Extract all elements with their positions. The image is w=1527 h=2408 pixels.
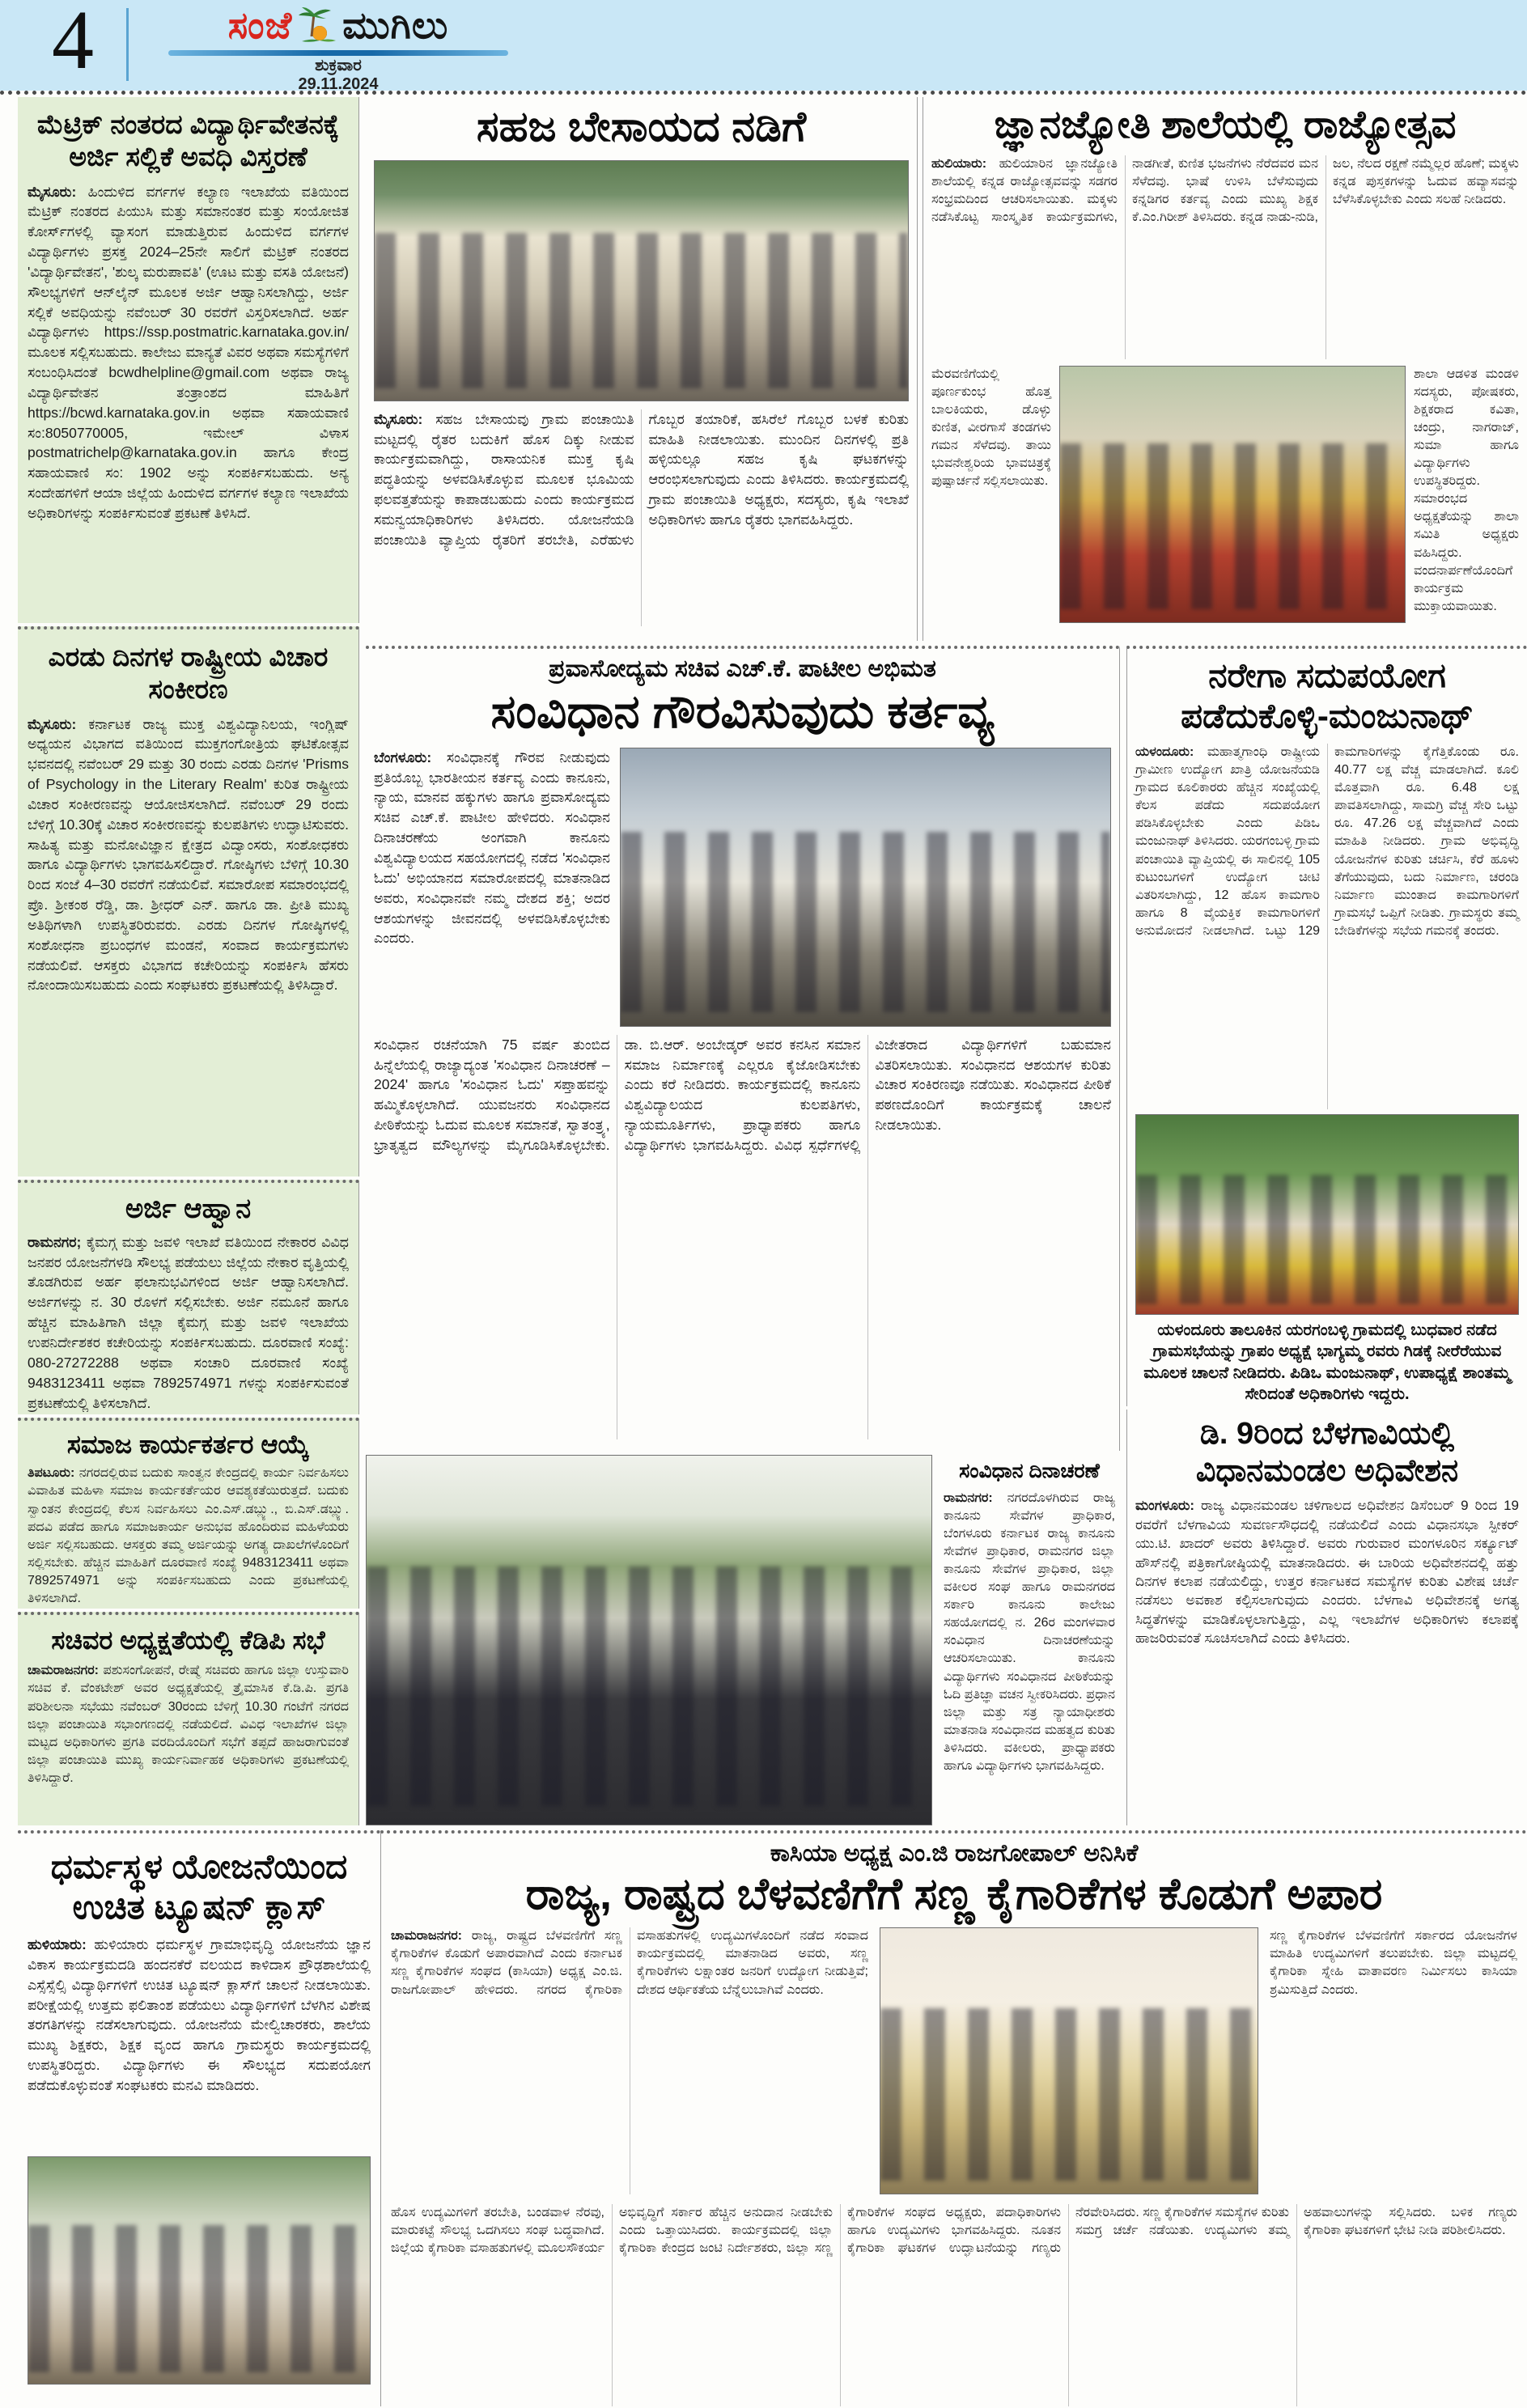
article-gourava-dateline: ಬೆಂಗಳೂರು:	[374, 748, 432, 765]
article-rajyotsava-dateline: ಹುಲಿಯಾರು:	[931, 156, 987, 171]
article-postmatric-headline: ಮೆಟ್ರಿಕ್ ನಂತರದ ವಿದ್ಯಾರ್ಥಿವೇತನಕ್ಕೆ ಅರ್ಜಿ ಸಲ್ಲಿಕೆ ಅವಧಿ ವಿಸ್ತರಣೆ	[36, 109, 340, 172]
masthead-date: 29.11.2024	[298, 75, 379, 91]
masthead-divider	[126, 8, 129, 81]
article-rajyotsava-headline: ಜ್ಞಾನಜ್ಯೋತಿ ಶಾಲೆಯಲ್ಲಿ ರಾಜ್ಯೋತ್ಸವ	[994, 104, 1457, 146]
article-samaja	[18, 1418, 359, 1609]
photo-gramasabha	[1135, 1114, 1519, 1315]
article-gourava-headline: ಸಂವಿಧಾನ ಗೌರವಿಸುವುದು ಕರ್ತವ್ಯ	[490, 685, 995, 738]
article-kasia-dateline: ಚಾಮರಾಜನಗರ:	[391, 1929, 463, 1944]
article-kasia-kicker: ಕಾಸಿಯಾ ಅಧ್ಯಕ್ಷ ಎಂ.ಜಿ ರಾಜಗೋಪಾಲ್ ಅನಿಸಿಕೆ	[770, 1840, 1139, 1867]
article-gourava-body1: ಸಂವಿಧಾನಕ್ಕೆ ಗೌರವ ನೀಡುವುದು ಪ್ರತಿಯೊಬ್ಬ ಭಾರತೀಯನ ಕರ್ತವ್ಯ ಎಂದು ಕಾನೂನು, ನ್ಯಾಯ, ಮಾನವ ಹಕ್ಕುಗಳು ಹಾಗೂ ಪ್ರವಾಸೋದ್ಯಮ ಸಚಿವ ಎಚ್.ಕೆ. ಪಾಟೀಲ ಹೇಳಿದರು. ಸಂವಿಧಾನ ದಿನಾಚರಣೆಯ ಅಂಗವಾಗಿ ಕಾನೂನು ವಿಶ್ವವಿದ್ಯಾಲಯದ ಸಹಯೋಗದಲ್ಲಿ ನಡೆದ 'ಸಂವಿಧಾನ ಓದು' ಅಭಿಯಾನದ ಸಮಾರೋಪದಲ್ಲಿ ಮಾತನಾಡಿದ ಅವರು, ಸಂವಿಧಾನವೇ ನಮ್ಮ ದೇಶದ ಶಕ್ತಿ; ಅದರ ಆಶಯಗಳನ್ನು ಜೀವನದಲ್ಲಿ ಅಳವಡಿಸಿಕೊಳ್ಳಬೇಕು ಎಂದರು.	[374, 748, 610, 947]
article-seminar-dateline: ಮೈಸೂರು:	[28, 715, 77, 732]
article-samaja-dateline: ತಿಪಟೂರು:	[28, 1466, 75, 1481]
article-dinacharane-headline: ಸಂವಿಧಾನ ದಿನಾಚರಣೆ	[959, 1460, 1100, 1482]
photo-tuition-class	[28, 2156, 371, 2385]
article-seminar-headline: ಎರಡು ದಿನಗಳ ರಾಷ್ಟ್ರೀಯ ವಿಚಾರ ಸಂಕೀರಣ	[48, 642, 329, 705]
article-arji-body: ಕೈಮಗ್ಗ ಮತ್ತು ಜವಳಿ ಇಲಾಖೆ ವತಿಯಿಂದ ನೇಕಾರರ ವಿವಿಧ ಜನಪರ ಯೋಜನೆಗಳಡಿ ಸೌಲಭ್ಯ ಪಡೆಯಲು ಜಿಲ್ಲೆಯ ನೇಕಾರ ವೃತ್ತಿಯಲ್ಲಿ ತೊಡಗಿರುವ ಅರ್ಹ ಫಲಾನುಭವಿಗಳಿಂದ ಅರ್ಜಿ ಆಹ್ವಾನಿಸಲಾಗಿದೆ. ಅರ್ಜಿಗಳನ್ನು ನ. 30 ರೊಳಗೆ ಸಲ್ಲಿಸಬೇಕು. ಅರ್ಜಿ ನಮೂನೆ ಹಾಗೂ ಹೆಚ್ಚಿನ ಮಾಹಿತಿಗಾಗಿ ಜಿಲ್ಲಾ ಕೈಮಗ್ಗ ಮತ್ತು ಜವಳಿ ಇಲಾಖೆಯ ಉಪನಿರ್ದೇಶಕರ ಕಚೇರಿಯನ್ನು ಸಂಪರ್ಕಿಸಬಹುದು. ದೂರವಾಣಿ ಸಂಖ್ಯೆ: 080-27272288 ಅಥವಾ ಸಂಚಾರಿ ದೂರವಾಣಿ ಸಂಖ್ಯೆ 9483123411 ಅಥವಾ 7892574971 ಗಳನ್ನು ಸಂಪರ್ಕಿಸುವಂತೆ ಪ್ರಕಟಣೆಯಲ್ಲಿ ತಿಳಿಸಲಾಗಿದೆ.	[28, 1233, 349, 1411]
article-postmatric-body: ಹಿಂದುಳಿದ ವರ್ಗಗಳ ಕಲ್ಯಾಣ ಇಲಾಖೆಯ ವತಿಯಿಂದ ಮೆಟ್ರಿಕ್ ನಂತರದ ಪಿಯುಸಿ ಮತ್ತು ಸಮಾನಂತರ ಮತ್ತು ಸಂಯೋಜಿತ ಕೋರ್ಸ್‌ಗಳಲ್ಲಿ ವ್ಯಾಸಂಗ ಮಾಡುತ್ತಿರುವ ಹಿಂದುಳಿದ ವರ್ಗಗಳ ವಿದ್ಯಾರ್ಥಿಗಳು ಪ್ರಸಕ್ತ 2024–25ನೇ ಸಾಲಿಗೆ ಮೆಟ್ರಿಕ್ ನಂತರದ 'ವಿದ್ಯಾರ್ಥಿವೇತನ', 'ಶುಲ್ಕ ಮರುಪಾವತಿ' (ಊಟ ಮತ್ತು ವಸತಿ ಯೋಜನೆ) ಸೌಲಭ್ಯಗಳಿಗೆ ಆನ್‌ಲೈನ್ ಮೂಲಕ ಅರ್ಜಿ ಆಹ್ವಾನಿಸಲಾಗಿದ್ದು, ಅರ್ಜಿ ಸಲ್ಲಿಕೆ ಅವಧಿಯನ್ನು ನವೆಂಬರ್ 30 ರವರೆಗೆ ವಿಸ್ತರಿಸಲಾಗಿದೆ. ಅರ್ಹ ವಿದ್ಯಾರ್ಥಿಗಳು https://ssp.postmatric.karnataka.gov.in/ ಮೂಲಕ ಸಲ್ಲಿಸಬಹುದು. ಕಾಲೇಜು ಮಾನ್ಯತೆ ವಿವರ ಅಥವಾ ಸಮಸ್ಯೆಗಳಿಗೆ ಸಂಬಂಧಿಸಿದಂತೆ bcwdhelpline@gmail.com ಅಥವಾ ರಾಜ್ಯ ವಿದ್ಯಾರ್ಥಿವೇತನ ತಂತ್ರಾಂಶದ ಮಾಹಿತಿಗೆ https://bcwd.karnataka.gov.in ಅಥವಾ ಸಹಾಯವಾಣಿ ಸಂ:8050770005, ಇಮೇಲ್ ವಿಳಾಸ postmatrichelp@karnataka.gov.in ಹಾಗೂ ಕೇಂದ್ರ ಸಹಾಯವಾಣಿ ಸಂ: 1902 ಅನ್ನು ಸಂಪರ್ಕಿಸಬಹುದು. ಅನ್ಯ ಸಂದೇಹಗಳಿಗೆ ಆಯಾ ಜಿಲ್ಲೆಯ ಹಿಂದುಳಿದ ವರ್ಗಗಳ ಕಲ್ಯಾಣ ಇಲಾಖೆಯ ಅಧಿಕಾರಿಗಳನ್ನು ಸಂಪರ್ಕಿಸುವಂತೆ ಪ್ರಕಟಣೆ ತಿಳಿಸಿದೆ.	[28, 183, 349, 521]
photo-gramasabha-caption: ಯಳಂದೂರು ತಾಲೂಕಿನ ಯರಗಂಬಳ್ಳಿ ಗ್ರಾಮದಲ್ಲಿ ಬುಧವಾರ ನಡೆದ ಗ್ರಾಮಸಭೆಯನ್ನು ಗ್ರಾಪಂ ಅಧ್ಯಕ್ಷೆ ಭಾಗ್ಯಮ್ಮ ರವರು ಗಿಡಕ್ಕೆ ನೀರೆರೆಯುವ ಮೂಲಕ ಚಾಲನೆ ನೀಡಿದರು. ಪಿಡಿಒ ಮಂಜುನಾಥ್, ಉಪಾಧ್ಯಕ್ಷೆ ಶಾಂತಮ್ಮ ಸೇರಿದಂತೆ ಅಧಿಕಾರಿಗಳು ಇದ್ದರು.	[1143, 1321, 1511, 1404]
photo-kasia-ribbon-cutting	[880, 1927, 1258, 2194]
article-adhiveshana-body: ರಾಜ್ಯ ವಿಧಾನಮಂಡಲ ಚಳಿಗಾಲದ ಅಧಿವೇಶನ ಡಿಸೆಂಬರ್ 9 ರಿಂದ 19 ರವರೆಗೆ ಬೆಳಗಾವಿಯ ಸುವರ್ಣಸೌಧದಲ್ಲಿ ನಡೆಯಲಿದೆ ಎಂದು ವಿಧಾನಸಭಾ ಸ್ಪೀಕರ್ ಯು.ಟಿ. ಖಾದರ್ ಅವರು ತಿಳಿಸಿದ್ದಾರೆ. ಅವರು ಗುರುವಾರ ಮಂಗಳೂರಿನ ಸರ್ಕ್ಯೂಟ್ ಹೌಸ್‌ನಲ್ಲಿ ಪತ್ರಿಕಾಗೋಷ್ಠಿಯಲ್ಲಿ ಮಾತನಾಡಿದರು. ಈ ಬಾರಿಯ ಅಧಿವೇಶನದಲ್ಲಿ ಹತ್ತು ದಿನಗಳ ಕಲಾಪ ನಡೆಯಲಿದ್ದು, ಉತ್ತರ ಕರ್ನಾಟಕದ ಸಮಸ್ಯೆಗಳ ಕುರಿತು ವಿಶೇಷ ಚರ್ಚೆ ನಡೆಸಲು ಅವಕಾಶ ಕಲ್ಪಿಸಲಾಗುವುದು ಎಂದರು. ಬೆಳಗಾವಿ ಅಧಿವೇಶನಕ್ಕೆ ಅಗತ್ಯ ಸಿದ್ಧತೆಗಳನ್ನು ಮಾಡಿಕೊಳ್ಳಲಾಗುತ್ತಿದ್ದು, ಎಲ್ಲ ಇಲಾಖೆಗಳ ಅಧಿಕಾರಿಗಳು ಕಲಾಪಕ್ಕೆ ಹಾಜರಿರುವಂತೆ ಸೂಚಿಸಲಾಗಿದೆ ಎಂದು ತಿಳಿಸಿದರು.	[1135, 1498, 1519, 1647]
article-kasia-headline: ರಾಜ್ಯ, ರಾಷ್ಟ್ರದ ಬೆಳವಣಿಗೆಗೆ ಸಣ್ಣ ಕೈಗಾರಿಕೆಗಳ ಕೊಡುಗೆ ಅಪಾರ	[525, 1870, 1383, 1918]
article-kdp	[18, 1612, 359, 1825]
article-tuition-dateline: ಹುಳಿಯಾರು:	[28, 1936, 87, 1953]
article-adhiveshana-headline: ಡಿ. 9ರಿಂದ ಬೆಳಗಾವಿಯಲ್ಲಿ ವಿಧಾನಮಂಡಲ ಅಧಿವೇಶನ	[1195, 1417, 1459, 1488]
article-kasia	[380, 1830, 1527, 2406]
article-narega-dateline: ಯಳಂದೂರು:	[1135, 745, 1194, 760]
article-dinacharane-dateline: ರಾಮನಗರ:	[944, 1490, 993, 1505]
article-arji-dateline: ರಾಮನಗರ;	[28, 1233, 82, 1250]
article-arji	[18, 1180, 359, 1414]
article-kasia-body-left: ರಾಜ್ಯ, ರಾಷ್ಟ್ರದ ಬೆಳವಣಿಗೆಗೆ ಸಣ್ಣ ಕೈಗಾರಿಕೆಗಳ ಕೊಡುಗೆ ಅಪಾರವಾಗಿದೆ ಎಂದು ಕರ್ನಾಟಕ ಸಣ್ಣ ಕೈಗಾರಿಕೆಗಳ ಸಂಘದ (ಕಾಸಿಯಾ) ಅಧ್ಯಕ್ಷ ಎಂ.ಜಿ. ರಾಜಗೋಪಾಲ್ ಹೇಳಿದರು. ನಗರದ ಕೈಗಾರಿಕಾ ವಸಾಹತುಗಳಲ್ಲಿ ಉದ್ಯಮಿಗಳೊಂದಿಗೆ ನಡೆದ ಸಂವಾದ ಕಾರ್ಯಕ್ರಮದಲ್ಲಿ ಮಾತನಾಡಿದ ಅವರು, ಸಣ್ಣ ಕೈಗಾರಿಕೆಗಳು ಲಕ್ಷಾಂತರ ಜನರಿಗೆ ಉದ್ಯೋಗ ನೀಡುತ್ತಿವೆ; ದೇಶದ ಆರ್ಥಿಕತೆಯ ಬೆನ್ನೆಲುಬಾಗಿವೆ ಎಂದರು.	[391, 1929, 868, 1997]
article-postmatric	[18, 97, 359, 623]
masthead-dotted-rule	[0, 91, 1527, 95]
article-adhiveshana	[1126, 1410, 1527, 1825]
article-tuition-body: ಹುಳಿಯಾರು ಧರ್ಮಸ್ಥಳ ಗ್ರಾಮಾಭಿವೃದ್ಧಿ ಯೋಜನೆಯ ಜ್ಞಾನ ವಿಕಾಸ ಕಾರ್ಯಕ್ರಮದಡಿ ಹಂದನಕೆರೆ ವಲಯದ ಕಾಳಿದಾಸ ಪ್ರೌಢಶಾಲೆಯಲ್ಲಿ ಎಸ್ಸೆಸ್ಸೆಲ್ಸಿ ವಿದ್ಯಾರ್ಥಿಗಳಿಗೆ ಉಚಿತ ಟ್ಯೂಷನ್ ಕ್ಲಾಸ್‌ಗೆ ಚಾಲನೆ ನೀಡಲಾಯಿತು. ಪರೀಕ್ಷೆಯಲ್ಲಿ ಉತ್ತಮ ಫಲಿತಾಂಶ ಪಡೆಯಲು ವಿದ್ಯಾರ್ಥಿಗಳಿಗೆ ಬೆಳಗಿನ ವಿಶೇಷ ತರಗತಿಗಳನ್ನು ನಡೆಸಲಾಗುವುದು. ಯೋಜನೆಯ ಮೇಲ್ವಿಚಾರಕರು, ಶಾಲೆಯ ಮುಖ್ಯ ಶಿಕ್ಷಕರು, ಶಿಕ್ಷಕ ವೃಂದ ಹಾಗೂ ಗ್ರಾಮಸ್ಥರು ಕಾರ್ಯಕ್ರಮದಲ್ಲಿ ಉಪಸ್ಥಿತರಿದ್ದರು. ವಿದ್ಯಾರ್ಥಿಗಳು ಈ ಸೌಲಭ್ಯದ ಸದುಪಯೋಗ ಪಡೆದುಕೊಳ್ಳುವಂತೆ ಸಂಘಟಕರು ಮನವಿ ಮಾಡಿದರು.	[28, 1936, 371, 2093]
photo-gourava-stage	[620, 748, 1111, 1027]
article-rajyotsava	[923, 97, 1527, 641]
article-rajyotsava-body3: ಶಾಲಾ ಆಡಳಿತ ಮಂಡಳಿ ಸದಸ್ಯರು, ಪೋಷಕರು, ಶಿಕ್ಷಕರಾದ ಕವಿತಾ, ಚಂದ್ರು, ನಾಗರಾಜ್, ಸುಮಾ ಹಾಗೂ ವಿದ್ಯಾರ್ಥಿಗಳು ಉಪಸ್ಥಿತರಿದ್ದರು. ಸಮಾರಂಭದ ಅಧ್ಯಕ್ಷತೆಯನ್ನು ಶಾಲಾ ಸಮಿತಿ ಅಧ್ಯಕ್ಷರು ವಹಿಸಿದ್ದರು. ವಂದನಾರ್ಪಣೆಯೊಂದಿಗೆ ಕಾರ್ಯಕ್ರಮ ಮುಕ್ತಾಯವಾಯಿತು.	[1414, 367, 1519, 613]
article-tuition-headline: ಧರ್ಮಸ್ಥಳ ಯೋಜನೆಯಿಂದ ಉಚಿತ ಟ್ಯೂಷನ್ ಕ್ಲಾಸ್	[50, 1847, 348, 1926]
photo-sahaja-group	[374, 160, 909, 401]
photo-rajyotsava-dancers	[1059, 366, 1406, 623]
article-gourava-body2: ಸಂವಿಧಾನ ರಚನೆಯಾಗಿ 75 ವರ್ಷ ತುಂಬಿದ ಹಿನ್ನೆಲೆಯಲ್ಲಿ ರಾಜ್ಯಾದ್ಯಂತ 'ಸಂವಿಧಾನ ದಿನಾಚರಣೆ – 2024' ಹಾಗೂ 'ಸಂವಿಧಾನ ಓದು' ಸಪ್ತಾಹವನ್ನು ಹಮ್ಮಿಕೊಳ್ಳಲಾಗಿದೆ. ಯುವಜನರು ಸಂವಿಧಾನದ ಪೀಠಿಕೆಯನ್ನು ಓದುವ ಮೂಲಕ ಸಮಾನತೆ, ಸ್ವಾತಂತ್ರ್ಯ, ಭ್ರಾತೃತ್ವದ ಮೌಲ್ಯಗಳನ್ನು ಮೈಗೂಡಿಸಿಕೊಳ್ಳಬೇಕು. ಡಾ. ಬಿ.ಆರ್. ಅಂಬೇಡ್ಕರ್ ಅವರ ಕನಸಿನ ಸಮಾನ ಸಮಾಜ ನಿರ್ಮಾಣಕ್ಕೆ ಎಲ್ಲರೂ ಕೈಜೋಡಿಸಬೇಕು ಎಂದು ಕರೆ ನೀಡಿದರು. ಕಾರ್ಯಕ್ರಮದಲ್ಲಿ ಕಾನೂನು ವಿಶ್ವವಿದ್ಯಾಲಯದ ಕುಲಪತಿಗಳು, ನ್ಯಾಯಮೂರ್ತಿಗಳು, ಪ್ರಾಧ್ಯಾಪಕರು ಹಾಗೂ ವಿದ್ಯಾರ್ಥಿಗಳು ಭಾಗವಹಿಸಿದ್ದರು. ವಿವಿಧ ಸ್ಪರ್ಧೆಗಳಲ್ಲಿ ವಿಜೇತರಾದ ವಿದ್ಯಾರ್ಥಿಗಳಿಗೆ ಬಹುಮಾನ ವಿತರಿಸಲಾಯಿತು. ಸಂವಿಧಾನದ ಆಶಯಗಳ ಕುರಿತು ವಿಚಾರ ಸಂಕಿರಣವೂ ನಡೆಯಿತು. ಸಂವಿಧಾನದ ಪೀಠಿಕೆ ಪಠಣದೊಂದಿಗೆ ಕಾರ್ಯಕ್ರಮಕ್ಕೆ ಚಾಲನೆ ನೀಡಲಾಯಿತು.	[374, 1036, 1111, 1154]
article-kdp-headline: ಸಚಿವರ ಅಧ್ಯಕ್ಷತೆಯಲ್ಲಿ ಕೆಡಿಪಿ ಸಭೆ	[51, 1626, 325, 1655]
article-arji-headline: ಅರ್ಜಿ ಆಹ್ವಾನ	[125, 1193, 252, 1224]
article-seminar-body: ಕರ್ನಾಟಕ ರಾಜ್ಯ ಮುಕ್ತ ವಿಶ್ವವಿದ್ಯಾನಿಲಯ, ಇಂಗ್ಲಿಷ್ ಅಧ್ಯಯನ ವಿಭಾಗದ ವತಿಯಿಂದ ಮುಕ್ತಗಂಗೋತ್ರಿಯ ಘಟಿಕೋತ್ಸವ ಭವನದಲ್ಲಿ ನವೆಂಬರ್ 29 ಮತ್ತು 30 ರಂದು ಎರಡು ದಿನಗಳ 'Prisms of Psychology in the Literary Realm' ಕುರಿತ ರಾಷ್ಟ್ರೀಯ ವಿಚಾರ ಸಂಕೀರಣವನ್ನು ಆಯೋಜಿಸಲಾಗಿದೆ. ನವೆಂಬರ್ 29 ರಂದು ಬೆಳಿಗ್ಗೆ 10.30ಕ್ಕೆ ವಿಚಾರ ಸಂಕೀರಣವನ್ನು ಕುಲಪತಿಗಳು ಉದ್ಘಾಟಿಸುವರು. ಸಾಹಿತ್ಯ ಮತ್ತು ಮನೋವಿಜ್ಞಾನ ಕ್ಷೇತ್ರದ ವಿದ್ವಾಂಸರು, ಸಂಶೋಧಕರು ಹಾಗೂ ವಿದ್ಯಾರ್ಥಿಗಳು ಭಾಗವಹಿಸಲಿದ್ದಾರೆ. ಗೋಷ್ಠಿಗಳು ಬೆಳಿಗ್ಗೆ 10.30 ರಿಂದ ಸಂಜೆ 4–30 ರವರೆಗೆ ನಡೆಯಲಿವೆ. ಸಮಾರೋಪ ಸಮಾರಂಭದಲ್ಲಿ ಪ್ರೊ. ಶ್ರೀಕಂಠ ರೆಡ್ಡಿ, ಡಾ. ಶ್ರೀಧರ್ ಎನ್. ಹಾಗೂ ಡಾ. ಪ್ರೀತಿ ಮುಖ್ಯ ಅತಿಥಿಗಳಾಗಿ ಉಪಸ್ಥಿತರಿರುವರು. ಎರಡು ದಿನಗಳ ಗೋಷ್ಠಿಗಳಲ್ಲಿ ಸಂಶೋಧನಾ ಪ್ರಬಂಧಗಳ ಮಂಡನೆ, ಸಂವಾದ ಕಾರ್ಯಕ್ರಮಗಳು ನಡೆಯಲಿವೆ. ಆಸಕ್ತರು ವಿಭಾಗದ ಕಚೇರಿಯನ್ನು ಸಂಪರ್ಕಿಸಿ ಹೆಸರು ನೋಂದಾಯಿಸಬಹುದು ಎಂದು ಸಂಘಟಕರು ಪ್ರಕಟಣೆಯಲ್ಲಿ ತಿಳಿಸಿದ್ದಾರೆ.	[28, 715, 349, 994]
article-samaja-headline: ಸಮಾಜ ಕಾರ್ಯಕರ್ತರ ಆಯ್ಕೆ	[66, 1430, 310, 1459]
article-gourava-kicker: ಪ್ರವಾಸೋದ್ಯಮ ಸಚಿವ ಎಚ್.ಕೆ. ಪಾಟೀಲ ಅಭಿಮತ	[549, 655, 936, 682]
masthead-title-red: ಸಂಜೆ	[227, 4, 293, 46]
photo-constitution-oath	[366, 1455, 932, 1825]
article-narega-headline: ನರೇಗಾ ಸದುಪಯೋಗ ಪಡೆದುಕೊಳ್ಳಿ-ಮಂಜುನಾಥ್	[1181, 656, 1474, 735]
article-sahaja-body: ಸಹಜ ಬೇಸಾಯವು ಗ್ರಾಮ ಪಂಚಾಯಿತಿ ಮಟ್ಟದಲ್ಲಿ ರೈತರ ಬದುಕಿಗೆ ಹೊಸ ದಿಕ್ಕು ನೀಡುವ ಕಾರ್ಯಕ್ರಮವಾಗಿದ್ದು, ರಾಸಾಯನಿಕ ಮುಕ್ತ ಕೃಷಿ ಪದ್ಧತಿಯನ್ನು ಅಳವಡಿಸಿಕೊಳ್ಳುವ ಮೂಲಕ ಭೂಮಿಯ ಫಲವತ್ತತೆಯನ್ನು ಕಾಪಾಡಬಹುದು ಎಂದು ಕಾರ್ಯಕ್ರಮದ ಸಮನ್ವಯಾಧಿಕಾರಿಗಳು ತಿಳಿಸಿದರು. ಯೋಜನೆಯಡಿ ಪಂಚಾಯಿತಿ ವ್ಯಾಪ್ತಿಯ ರೈತರಿಗೆ ತರಬೇತಿ, ಎರೆಹುಳು ಗೊಬ್ಬರ ತಯಾರಿಕೆ, ಹಸಿರೆಲೆ ಗೊಬ್ಬರ ಬಳಕೆ ಕುರಿತು ಮಾಹಿತಿ ನೀಡಲಾಯಿತು. ಮುಂದಿನ ದಿನಗಳಲ್ಲಿ ಪ್ರತಿ ಹಳ್ಳಿಯಲ್ಲೂ ಸಹಜ ಕೃಷಿ ಘಟಕಗಳನ್ನು ಆರಂಭಿಸಲಾಗುವುದು ಎಂದು ತಿಳಿಸಿದರು. ಕಾರ್ಯಕ್ರಮದಲ್ಲಿ ಗ್ರಾಮ ಪಂಚಾಯಿತಿ ಅಧ್ಯಕ್ಷರು, ಸದಸ್ಯರು, ಕೃಷಿ ಇಲಾಖೆ ಅಧಿಕಾರಿಗಳು ಹಾಗೂ ರೈತರು ಭಾಗವಹಿಸಿದ್ದರು.	[374, 410, 909, 548]
article-postmatric-dateline: ಮೈಸೂರು:	[28, 183, 77, 200]
article-tuition	[18, 1830, 380, 2406]
article-samaja-body: ನಗರದಲ್ಲಿರುವ ಬದುಕು ಸಾಂತ್ವನ ಕೇಂದ್ರದಲ್ಲಿ ಕಾರ್ಯ ನಿರ್ವಹಿಸಲು ವಿವಾಹಿತ ಮಹಿಳಾ ಸಮಾಜ ಕಾರ್ಯಕರ್ತೆಯರ ಆವಶ್ಯಕತೆಯಿರುತ್ತದೆ. ಬದುಕು ಸ್ವಾಂತನ ಕೇಂದ್ರದಲ್ಲಿ ಕೆಲಸ ನಿರ್ವಹಿಸಲು ಎಂ.ಎಸ್.ಡಬ್ಲ್ಯು., ಬಿ.ಎಸ್.ಡಬ್ಲ್ಯು. ಪದವಿ ಪಡೆದ ಹಾಗೂ ಸಮಾಜಕಾರ್ಯ ಅನುಭವ ಹೊಂದಿರುವ ಮಹಿಳೆಯರು ಅರ್ಜಿ ಸಲ್ಲಿಸಬಹುದು. ಆಸಕ್ತರು ತಮ್ಮ ಅರ್ಜಿಯನ್ನು ಅಗತ್ಯ ದಾಖಲೆಗಳೊಂದಿಗೆ ಸಲ್ಲಿಸಬೇಕು. ಹೆಚ್ಚಿನ ಮಾಹಿತಿಗೆ ದೂರವಾಣಿ ಸಂಖ್ಯೆ 9483123411 ಅಥವಾ 7892574971 ಅನ್ನು ಸಂಪರ್ಕಿಸಬಹುದು ಎಂದು ಪ್ರಕಟಣೆಯಲ್ಲಿ ತಿಳಿಸಲಾಗಿದೆ.	[28, 1466, 349, 1605]
article-sahaja	[366, 97, 918, 641]
article-seminar	[18, 626, 359, 1176]
masthead-logo	[144, 3, 532, 91]
article-adhiveshana-dateline: ಮಂಗಳೂರು:	[1135, 1498, 1195, 1514]
article-dinacharane-body: ನಗರದೊಳಗಿರುವ ರಾಜ್ಯ ಕಾನೂನು ಸೇವೆಗಳ ಪ್ರಾಧಿಕಾರ, ಬೆಂಗಳೂರು ಕರ್ನಾಟಕ ರಾಜ್ಯ ಕಾನೂನು ಸೇವೆಗಳ ಪ್ರಾಧಿಕಾರ, ರಾಮನಗರ ಜಿಲ್ಲಾ ಕಾನೂನು ಸೇವೆಗಳ ಪ್ರಾಧಿಕಾರ, ಜಿಲ್ಲಾ ವಕೀಲರ ಸಂಘ ಹಾಗೂ ರಾಮನಗರದ ಸರ್ಕಾರಿ ಕಾನೂನು ಕಾಲೇಜು ಸಹಯೋಗದಲ್ಲಿ ನ. 26ರ ಮಂಗಳವಾರ ಸಂವಿಧಾನ ದಿನಾಚರಣೆಯನ್ನು ಆಚರಿಸಲಾಯಿತು. ಕಾನೂನು ವಿದ್ಯಾರ್ಥಿಗಳು ಸಂವಿಧಾನದ ಪೀಠಿಕೆಯನ್ನು ಓದಿ ಪ್ರತಿಜ್ಞಾ ವಚನ ಸ್ವೀಕರಿಸಿದರು. ಪ್ರಧಾನ ಜಿಲ್ಲಾ ಮತ್ತು ಸತ್ರ ನ್ಯಾಯಾಧೀಶರು ಮಾತನಾಡಿ ಸಂವಿಧಾನದ ಮಹತ್ವದ ಕುರಿತು ತಿಳಿಸಿದರು. ವಕೀಲರು, ಪ್ರಾಧ್ಯಾಪಕರು ಹಾಗೂ ವಿದ್ಯಾರ್ಥಿಗಳು ಭಾಗವಹಿಸಿದ್ದರು.	[944, 1490, 1115, 1773]
palm-sunrise-icon	[295, 6, 339, 46]
article-kasia-body-right: ಸಣ್ಣ ಕೈಗಾರಿಕೆಗಳ ಬೆಳವಣಿಗೆಗೆ ಸರ್ಕಾರದ ಯೋಜನೆಗಳ ಮಾಹಿತಿ ಉದ್ಯಮಿಗಳಿಗೆ ತಲುಪಬೇಕು. ಜಿಲ್ಲಾ ಮಟ್ಟದಲ್ಲಿ ಕೈಗಾರಿಕಾ ಸ್ನೇಹಿ ವಾತಾವರಣ ನಿರ್ಮಿಸಲು ಕಾಸಿಯಾ ಶ್ರಮಿಸುತ್ತಿದೆ ಎಂದರು.	[1270, 1929, 1517, 1997]
article-narega-body: ಮಹಾತ್ಮಗಾಂಧಿ ರಾಷ್ಟ್ರೀಯ ಗ್ರಾಮೀಣ ಉದ್ಯೋಗ ಖಾತ್ರಿ ಯೋಜನೆಯಡಿ ಗ್ರಾಮದ ಕೂಲಿಕಾರರು ಹೆಚ್ಚಿನ ಸಂಖ್ಯೆಯಲ್ಲಿ ಕೆಲಸ ಪಡೆದು ಸದುಪಯೋಗ ಪಡಿಸಿಕೊಳ್ಳಬೇಕು ಎಂದು ಪಿಡಿಒ ಮಂಜುನಾಥ್ ತಿಳಿಸಿದರು. ಯರಗಂಬಳ್ಳಿ ಗ್ರಾಮ ಪಂಚಾಯಿತಿ ವ್ಯಾಪ್ತಿಯಲ್ಲಿ ಈ ಸಾಲಿನಲ್ಲಿ 105 ಕುಟುಂಬಗಳಿಗೆ ಉದ್ಯೋಗ ಚೀಟಿ ವಿತರಿಸಲಾಗಿದ್ದು, 12 ಹೊಸ ಕಾಮಗಾರಿ ಹಾಗೂ 8 ವೈಯಕ್ತಿಕ ಕಾಮಗಾರಿಗಳಿಗೆ ಅನುಮೋದನೆ ನೀಡಲಾಗಿದೆ. ಒಟ್ಟು 129 ಕಾಮಗಾರಿಗಳನ್ನು ಕೈಗೆತ್ತಿಕೊಂಡು ರೂ. 40.77 ಲಕ್ಷ ವೆಚ್ಚ ಮಾಡಲಾಗಿದೆ. ಕೂಲಿ ಮೊತ್ತವಾಗಿ ರೂ. 6.48 ಲಕ್ಷ ಪಾವತಿಸಲಾಗಿದ್ದು, ಸಾಮಗ್ರಿ ವೆಚ್ಚ ಸೇರಿ ಒಟ್ಟು ರೂ. 47.26 ಲಕ್ಷ ವೆಚ್ಚವಾಗಿದೆ ಎಂದು ಮಾಹಿತಿ ನೀಡಿದರು. ಗ್ರಾಮ ಅಭಿವೃದ್ಧಿ ಯೋಜನೆಗಳ ಕುರಿತು ಚರ್ಚಿಸಿ, ಕೆರೆ ಹೂಳು ತೆಗೆಯುವುದು, ಬದು ನಿರ್ಮಾಣ, ಚರಂಡಿ ನಿರ್ಮಾಣ ಮುಂತಾದ ಕಾಮಗಾರಿಗಳಿಗೆ ಗ್ರಾಮಸಭೆ ಒಪ್ಪಿಗೆ ನೀಡಿತು. ಗ್ರಾಮಸ್ಥರು ತಮ್ಮ ಬೇಡಿಕೆಗಳನ್ನು ಸಭೆಯ ಗಮನಕ್ಕೆ ತಂದರು.	[1135, 745, 1519, 938]
article-dinacharane	[939, 1456, 1120, 1825]
article-kasia-body-bottom: ಹೊಸ ಉದ್ಯಮಿಗಳಿಗೆ ತರಬೇತಿ, ಬಂಡವಾಳ ನೆರವು, ಮಾರುಕಟ್ಟೆ ಸೌಲಭ್ಯ ಒದಗಿಸಲು ಸಂಘ ಬದ್ಧವಾಗಿದೆ. ಜಿಲ್ಲೆಯ ಕೈಗಾರಿಕಾ ವಸಾಹತುಗಳಲ್ಲಿ ಮೂಲಸೌಕರ್ಯ ಅಭಿವೃದ್ಧಿಗೆ ಸರ್ಕಾರ ಹೆಚ್ಚಿನ ಅನುದಾನ ನೀಡಬೇಕು ಎಂದು ಒತ್ತಾಯಿಸಿದರು. ಕಾರ್ಯಕ್ರಮದಲ್ಲಿ ಜಿಲ್ಲಾ ಕೈಗಾರಿಕಾ ಕೇಂದ್ರದ ಜಂಟಿ ನಿರ್ದೇಶಕರು, ಜಿಲ್ಲಾ ಸಣ್ಣ ಕೈಗಾರಿಕೆಗಳ ಸಂಘದ ಅಧ್ಯಕ್ಷರು, ಪದಾಧಿಕಾರಿಗಳು ಹಾಗೂ ಉದ್ಯಮಿಗಳು ಭಾಗವಹಿಸಿದ್ದರು. ನೂತನ ಕೈಗಾರಿಕಾ ಘಟಕಗಳ ಉದ್ಘಾಟನೆಯನ್ನು ಗಣ್ಯರು ನೆರವೇರಿಸಿದರು. ಸಣ್ಣ ಕೈಗಾರಿಕೆಗಳ ಸಮಸ್ಯೆಗಳ ಕುರಿತು ಸಮಗ್ರ ಚರ್ಚೆ ನಡೆಯಿತು. ಉದ್ಯಮಿಗಳು ತಮ್ಮ ಅಹವಾಲುಗಳನ್ನು ಸಲ್ಲಿಸಿದರು. ಬಳಿಕ ಗಣ್ಯರು ಕೈಗಾರಿಕಾ ಘಟಕಗಳಿಗೆ ಭೇಟಿ ನೀಡಿ ಪರಿಶೀಲಿಸಿದರು.	[391, 2206, 1517, 2256]
article-rajyotsava-body2: ಮೆರವಣಿಗೆಯಲ್ಲಿ ಪೂರ್ಣಕುಂಭ ಹೊತ್ತ ಬಾಲಕಿಯರು, ಡೊಳ್ಳು ಕುಣಿತ, ವೀರಗಾಸೆ ತಂಡಗಳು ಗಮನ ಸೆಳೆದವು. ತಾಯಿ ಭುವನೇಶ್ವರಿಯ ಭಾವಚಿತ್ರಕ್ಕೆ ಪುಷ್ಪಾರ್ಚನೆ ಸಲ್ಲಿಸಲಾಯಿತು.	[931, 367, 1051, 489]
article-kdp-dateline: ಚಾಮರಾಜನಗರ:	[28, 1664, 100, 1678]
masthead-rule	[168, 50, 508, 56]
article-sahaja-headline: ಸಹಜ ಬೇಸಾಯದ ನಡಿಗೆ	[476, 104, 807, 150]
masthead	[0, 0, 1527, 91]
article-kdp-body: ಪಶುಸಂಗೋಪನೆ, ರೇಷ್ಮೆ ಸಚಿವರು ಹಾಗೂ ಜಿಲ್ಲಾ ಉಸ್ತುವಾರಿ ಸಚಿವ ಕೆ. ವೆಂಕಟೇಶ್ ಅವರ ಅಧ್ಯಕ್ಷತೆಯಲ್ಲಿ ತ್ರೈಮಾಸಿಕ ಕೆ.ಡಿ.ಪಿ. ಪ್ರಗತಿ ಪರಿಶೀಲನಾ ಸಭೆಯು ನವೆಂಬರ್ 30ರಂದು ಬೆಳಿಗ್ಗೆ 10.30 ಗಂಟೆಗೆ ನಗರದ ಜಿಲ್ಲಾ ಪಂಚಾಯಿತಿ ಸಭಾಂಗಣದಲ್ಲಿ ನಡೆಯಲಿದೆ. ವಿವಿಧ ಇಲಾಖೆಗಳ ಜಿಲ್ಲಾ ಮಟ್ಟದ ಅಧಿಕಾರಿಗಳು ಪ್ರಗತಿ ವರದಿಯೊಂದಿಗೆ ಸಭೆಗೆ ತಪ್ಪದೆ ಹಾಜರಾಗುವಂತೆ ಜಿಲ್ಲಾ ಪಂಚಾಯಿತಿ ಮುಖ್ಯ ಕಾರ್ಯನಿರ್ವಾಹಕ ಅಧಿಕಾರಿಗಳು ಪ್ರಕಟಣೆಯಲ್ಲಿ ತಿಳಿಸಿದ್ದಾರೆ.	[28, 1664, 349, 1785]
article-gourava	[366, 646, 1120, 1451]
page-number: 4	[52, 0, 94, 87]
article-sahaja-dateline: ಮೈಸೂರು:	[374, 410, 423, 427]
masthead-title-black: ಮುಗಿಲು	[342, 4, 449, 46]
masthead-day: ಶುಕ್ರವಾರ	[315, 57, 362, 74]
article-narega	[1126, 646, 1527, 1406]
article-rajyotsava-body1: ಹುಲಿಯಾರಿನ ಜ್ಞಾನಜ್ಯೋತಿ ಶಾಲೆಯಲ್ಲಿ ಕನ್ನಡ ರಾಜ್ಯೋತ್ಸವವನ್ನು ಸಡಗರ ಸಂಭ್ರಮದಿಂದ ಆಚರಿಸಲಾಯಿತು. ಮಕ್ಕಳು ನಡೆಸಿಕೊಟ್ಟ ಸಾಂಸ್ಕೃತಿಕ ಕಾರ್ಯಕ್ರಮಗಳು, ನಾಡಗೀತೆ, ಕುಣಿತ ಭಜನೆಗಳು ನೆರೆದವರ ಮನ ಸೆಳೆದವು. ಭಾಷೆ ಉಳಿಸಿ ಬೆಳೆಸುವುದು ಕನ್ನಡಿಗರ ಕರ್ತವ್ಯ ಎಂದು ಮುಖ್ಯ ಶಿಕ್ಷಕ ಕೆ.ಎಂ.ಗಿರೀಶ್ ತಿಳಿಸಿದರು. ಕನ್ನಡ ನಾಡು-ನುಡಿ, ಜಲ, ನೆಲದ ರಕ್ಷಣೆ ನಮ್ಮೆಲ್ಲರ ಹೊಣೆ; ಮಕ್ಕಳು ಕನ್ನಡ ಪುಸ್ತಕಗಳನ್ನು ಓದುವ ಹವ್ಯಾಸವನ್ನು ಬೆಳೆಸಿಕೊಳ್ಳಬೇಕು ಎಂದು ಸಲಹೆ ನೀಡಿದರು.	[931, 156, 1519, 224]
